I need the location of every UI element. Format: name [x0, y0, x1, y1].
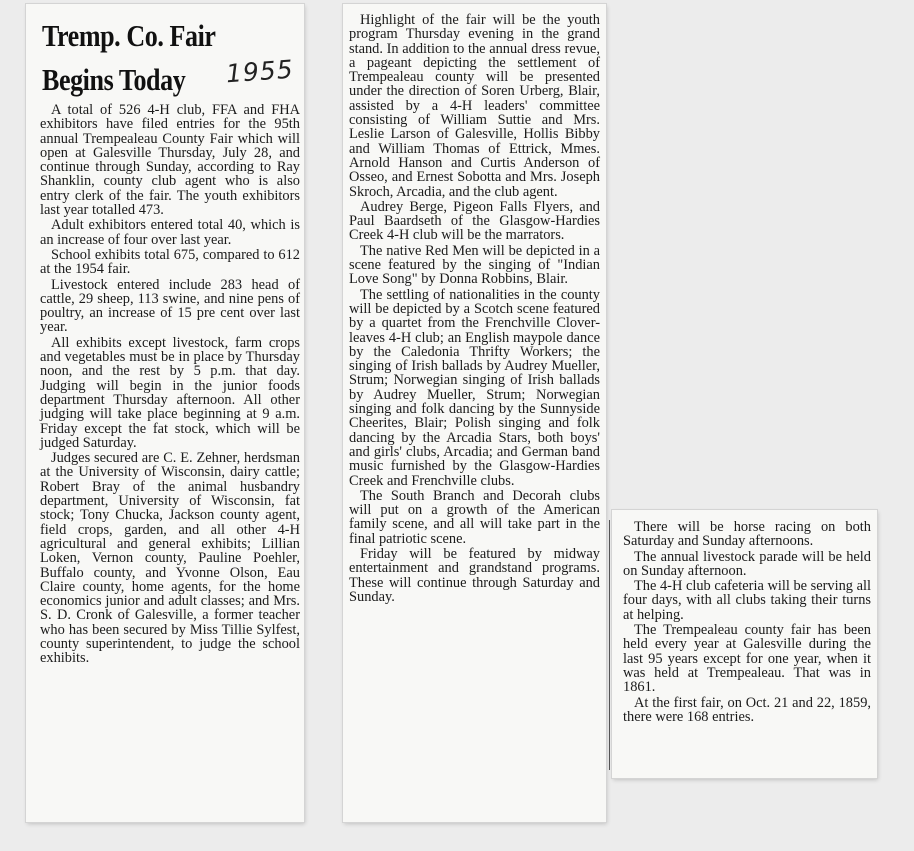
paragraph: The settling of nationalities in the county will be depicted by a Scotch scene featured by a quartet from the Frenchville Clover-leaves 4-H club; an English maypole dance by the Caledonia Thrifty Workers; the singing of Irish ballads by Audrey Mueller, Strum; Norwegian singing of Irish ballads by Audrey Mueller, Strum; Norwegian singing and folk dancing by the Sunnyside Cheerites, Blair; Polish singing and folk dancing by the Arcadia Stars, both boys' and girls' clubs, Arcadia; and German band music furnished by the Glasgow-Hardies Creek and Frenchville clubs.: [349, 286, 600, 489]
paragraph: There will be horse racing on both Saturday and Sunday afternoons.: [623, 519, 871, 550]
article-column-2: [349, 13, 600, 605]
paragraph: A total of 526 4-H club, FFA and FHA exhibitors have filed entries for the 95th annual Trempealeau County Fair which will open at Galesville Thursday, July 28, and continue through Sunday, according to Ray Shanklin, county club agent who is also entry clerk of the fair. The youth exhibitors last year totalled 473.: [40, 102, 300, 219]
article-column-1: [40, 103, 300, 667]
paragraph: The South Branch and Decorah clubs will put on a growth of the American family scene, and all will take part in the final patriotic scene.: [349, 487, 600, 547]
paragraph: All exhibits except livestock, farm crops and vegetables must be in place by Thursday noon, and the rest by 5 p.m. that day. Judging will begin in the junior foods department Thursday afternoon. All other judging will take place beginning at 9 a.m. Friday except the fat stock, which will be judged Saturday.: [40, 334, 300, 451]
paragraph: Highlight of the fair will be the youth program Thursday evening in the grand stand. In addition to the annual dress revue, a pageant depicting the settlement of Trempealeau county will be presented under the direction of Soren Urberg, Blair, assisted by a 4-H leaders' committee consisting of William Suttie and Mrs. Leslie Larson of Galesville, Hollis Bibby and William Thomas of Ettrick, Mmes. Arnold Hanson and Curtis Anderson of Osseo, and Ernest Sobotta and Mrs. Joseph Skroch, Arcadia, and the club agent.: [349, 12, 600, 200]
paragraph: The Trempealeau county fair has been held every year at Galesville during the last 95 years except for one year, when it was held at Trempealeau. That was in 1861.: [623, 622, 871, 696]
paragraph: The 4-H club cafeteria will be serving all four days, with all clubs taking their turns at helping.: [623, 578, 871, 623]
headline-line-2: Begins Today: [42, 62, 186, 97]
clipping-middle: [343, 4, 606, 822]
headline-line-1: Tremp. Co. Fair: [42, 18, 216, 53]
paragraph: Audrey Berge, Pigeon Falls Flyers, and Paul Baardseth of the Glasgow-Hardies Creek 4-H club will be the marrators.: [349, 198, 600, 244]
paragraph: Judges secured are C. E. Zehner, herdsman at the University of Wisconsin, dairy cattle; Robert Bray of the animal husbandry department, University of Wisconsin, fat stock; Tony Chucka, Jackson county agent, field crops, garden, and all other 4-H agricultural and general exhibits; Lillian Loken, Vernon county, Pauline Poehler, Buffalo county, and Yvonne Olson, Eau Claire county, home agents, for the home economics junior and adult classes; and Mrs. S. D. Cronk of Galesville, a former teacher who has been secured by Miss Tillie Sylfest, county superintendent, to judge the school exhibits.: [40, 450, 300, 667]
paragraph: School exhibits total 675, compared to 612 at the 1954 fair.: [40, 246, 300, 278]
clipping-right: [612, 510, 877, 778]
paragraph: At the first fair, on Oct. 21 and 22, 1859, there were 168 entries.: [623, 694, 871, 725]
column-divider: [609, 520, 610, 770]
headline: [42, 14, 216, 102]
paragraph: Livestock entered include 283 head of cattle, 29 sheep, 113 swine, and nine pens of poultry, an increase of 15 pre cent over last year.: [40, 276, 300, 336]
paragraph: The native Red Men will be depicted in a scene featured by the singing of "Indian Love Song" by Donna Robbins, Blair.: [349, 242, 600, 288]
paragraph: Friday will be featured by midway entertainment and grandstand programs. These will continue through Saturday and Sunday.: [349, 545, 600, 605]
article-column-3: [623, 520, 871, 725]
paragraph: Adult exhibitors entered total 40, which is an increase of four over last year.: [40, 217, 300, 248]
handwritten-year: 1955: [225, 54, 295, 89]
clipping-left: [26, 4, 304, 822]
paragraph: The annual livestock parade will be held on Sunday afternoon.: [623, 548, 871, 579]
